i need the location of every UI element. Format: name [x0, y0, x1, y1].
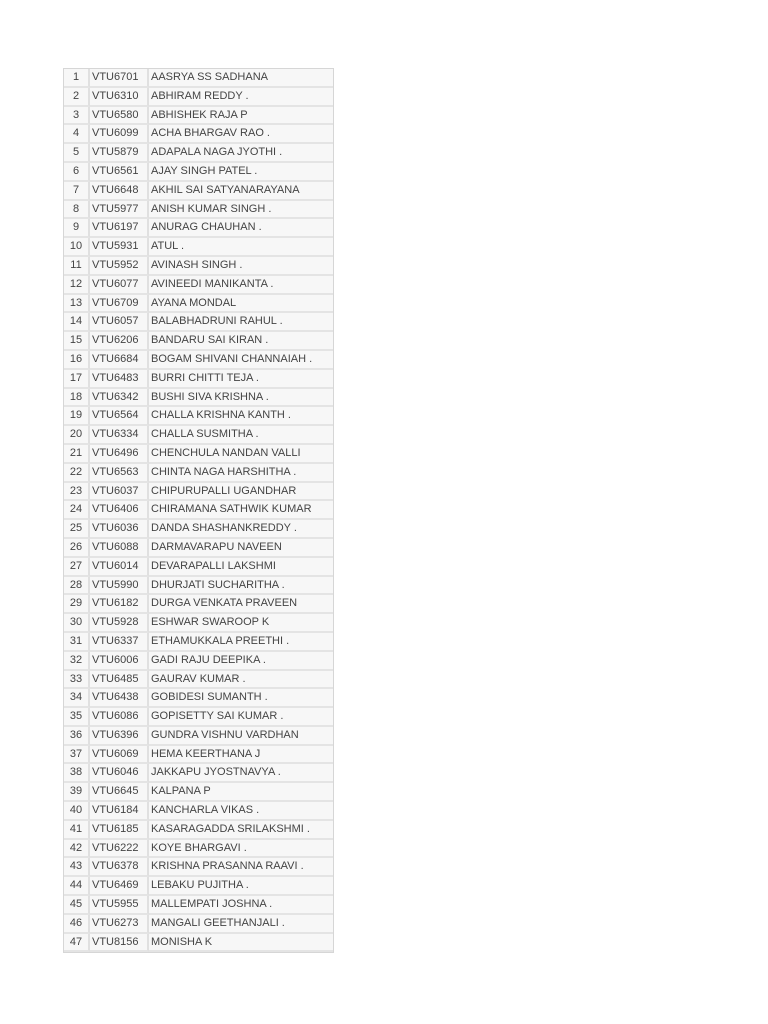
table-row — [64, 332, 333, 351]
student-id-cell: VTU6342 — [90, 389, 149, 408]
student-name-cell: KANCHARLA VIKAS . — [149, 802, 333, 821]
serial-number-cell: 22 — [64, 464, 90, 483]
table-row — [64, 558, 333, 577]
student-name-cell: LEBAKU PUJITHA . — [149, 877, 333, 896]
student-id-cell: VTU5879 — [90, 144, 149, 163]
table-row — [64, 671, 333, 690]
table-row — [64, 182, 333, 201]
student-id-cell: VTU6564 — [90, 407, 149, 426]
table-row — [64, 88, 333, 107]
student-name-cell: GAURAV KUMAR . — [149, 671, 333, 690]
student-name-cell: ANISH KUMAR SINGH . — [149, 201, 333, 220]
serial-number-cell: 13 — [64, 295, 90, 314]
serial-number-cell: 3 — [64, 107, 90, 126]
student-name-cell: ESHWAR SWAROOP K — [149, 614, 333, 633]
student-id-cell: VTU6580 — [90, 107, 149, 126]
student-id-cell: VTU6709 — [90, 295, 149, 314]
student-id-cell: VTU6182 — [90, 595, 149, 614]
table-row — [64, 896, 333, 915]
student-name-cell: CHINTA NAGA HARSHITHA . — [149, 464, 333, 483]
serial-number-cell: 32 — [64, 652, 90, 671]
student-name-cell: HEMA KEERTHANA J — [149, 746, 333, 765]
table-row — [64, 689, 333, 708]
student-name-cell: DARMAVARAPU NAVEEN — [149, 539, 333, 558]
serial-number-cell: 8 — [64, 201, 90, 220]
student-id-cell: VTU6185 — [90, 821, 149, 840]
student-name-cell: CHIRAMANA SATHWIK KUMAR — [149, 501, 333, 520]
table-row — [64, 858, 333, 877]
student-id-cell: VTU6496 — [90, 445, 149, 464]
student-id-cell: VTU5952 — [90, 257, 149, 276]
serial-number-cell: 5 — [64, 144, 90, 163]
student-name-cell: DHURJATI SUCHARITHA . — [149, 577, 333, 596]
student-id-cell: VTU6036 — [90, 520, 149, 539]
student-id-cell: VTU6337 — [90, 633, 149, 652]
serial-number-cell: 19 — [64, 407, 90, 426]
table-row — [64, 577, 333, 596]
student-name-cell: MONISHA K — [149, 934, 333, 953]
student-name-cell: AJAY SINGH PATEL . — [149, 163, 333, 182]
serial-number-cell: 12 — [64, 276, 90, 295]
serial-number-cell: 28 — [64, 577, 90, 596]
serial-number-cell: 47 — [64, 934, 90, 953]
student-name-cell: CHALLA KRISHNA KANTH . — [149, 407, 333, 426]
student-name-cell: KALPANA P — [149, 783, 333, 802]
student-roster-table — [63, 68, 334, 953]
serial-number-cell: 20 — [64, 426, 90, 445]
student-name-cell: DURGA VENKATA PRAVEEN — [149, 595, 333, 614]
serial-number-cell: 38 — [64, 764, 90, 783]
serial-number-cell: 36 — [64, 727, 90, 746]
student-id-cell: VTU6088 — [90, 539, 149, 558]
table-row — [64, 69, 333, 88]
student-id-cell: VTU6006 — [90, 652, 149, 671]
table-row — [64, 144, 333, 163]
table-row — [64, 652, 333, 671]
student-roster-body — [64, 69, 333, 952]
table-row — [64, 840, 333, 859]
serial-number-cell: 41 — [64, 821, 90, 840]
serial-number-cell: 2 — [64, 88, 90, 107]
student-id-cell: VTU6273 — [90, 915, 149, 934]
serial-number-cell: 37 — [64, 746, 90, 765]
student-name-cell: KASARAGADDA SRILAKSHMI . — [149, 821, 333, 840]
table-row — [64, 389, 333, 408]
serial-number-cell: 11 — [64, 257, 90, 276]
student-id-cell: VTU6561 — [90, 163, 149, 182]
student-id-cell: VTU6184 — [90, 802, 149, 821]
student-id-cell: VTU6406 — [90, 501, 149, 520]
student-name-cell: ATUL . — [149, 238, 333, 257]
table-row — [64, 520, 333, 539]
student-id-cell: VTU6648 — [90, 182, 149, 201]
serial-number-cell: 29 — [64, 595, 90, 614]
student-id-cell: VTU6069 — [90, 746, 149, 765]
table-row — [64, 426, 333, 445]
serial-number-cell: 45 — [64, 896, 90, 915]
table-row — [64, 764, 333, 783]
serial-number-cell: 9 — [64, 219, 90, 238]
student-id-cell: VTU6378 — [90, 858, 149, 877]
table-row — [64, 238, 333, 257]
student-name-cell: AVINASH SINGH . — [149, 257, 333, 276]
student-id-cell: VTU6222 — [90, 840, 149, 859]
student-name-cell: AVINEEDI MANIKANTA . — [149, 276, 333, 295]
table-row — [64, 276, 333, 295]
serial-number-cell: 46 — [64, 915, 90, 934]
student-id-cell: VTU5931 — [90, 238, 149, 257]
table-row — [64, 501, 333, 520]
table-row — [64, 351, 333, 370]
student-id-cell: VTU6310 — [90, 88, 149, 107]
serial-number-cell: 27 — [64, 558, 90, 577]
student-name-cell: DEVARAPALLI LAKSHMI — [149, 558, 333, 577]
table-row — [64, 163, 333, 182]
table-row — [64, 633, 333, 652]
table-row — [64, 445, 333, 464]
student-name-cell: GOBIDESI SUMANTH . — [149, 689, 333, 708]
table-row — [64, 219, 333, 238]
table-row — [64, 313, 333, 332]
student-id-cell: VTU6334 — [90, 426, 149, 445]
table-row — [64, 595, 333, 614]
student-id-cell: VTU5977 — [90, 201, 149, 220]
table-row — [64, 370, 333, 389]
table-row — [64, 783, 333, 802]
table-row — [64, 915, 333, 934]
student-name-cell: CHENCHULA NANDAN VALLI — [149, 445, 333, 464]
student-name-cell: JAKKAPU JYOSTNAVYA . — [149, 764, 333, 783]
table-row — [64, 727, 333, 746]
student-name-cell: BALABHADRUNI RAHUL . — [149, 313, 333, 332]
serial-number-cell: 6 — [64, 163, 90, 182]
serial-number-cell: 25 — [64, 520, 90, 539]
serial-number-cell: 31 — [64, 633, 90, 652]
student-name-cell: GADI RAJU DEEPIKA . — [149, 652, 333, 671]
serial-number-cell: 14 — [64, 313, 90, 332]
serial-number-cell: 7 — [64, 182, 90, 201]
student-id-cell: VTU6014 — [90, 558, 149, 577]
student-name-cell: ACHA BHARGAV RAO . — [149, 125, 333, 144]
serial-number-cell: 4 — [64, 125, 90, 144]
table-row — [64, 614, 333, 633]
table-row — [64, 934, 333, 953]
student-id-cell: VTU6099 — [90, 125, 149, 144]
table-row — [64, 295, 333, 314]
student-name-cell: BANDARU SAI KIRAN . — [149, 332, 333, 351]
table-row — [64, 483, 333, 502]
serial-number-cell: 18 — [64, 389, 90, 408]
student-id-cell: VTU6645 — [90, 783, 149, 802]
table-row — [64, 877, 333, 896]
serial-number-cell: 44 — [64, 877, 90, 896]
student-name-cell: ETHAMUKKALA PREETHI . — [149, 633, 333, 652]
serial-number-cell: 24 — [64, 501, 90, 520]
student-name-cell: BUSHI SIVA KRISHNA . — [149, 389, 333, 408]
serial-number-cell: 23 — [64, 483, 90, 502]
table-row — [64, 407, 333, 426]
student-name-cell: ABHIRAM REDDY . — [149, 88, 333, 107]
student-id-cell: VTU5928 — [90, 614, 149, 633]
student-name-cell: GUNDRA VISHNU VARDHAN — [149, 727, 333, 746]
student-id-cell: VTU6197 — [90, 219, 149, 238]
table-row — [64, 125, 333, 144]
serial-number-cell: 35 — [64, 708, 90, 727]
student-name-cell: ADAPALA NAGA JYOTHI . — [149, 144, 333, 163]
student-id-cell: VTU6057 — [90, 313, 149, 332]
serial-number-cell: 42 — [64, 840, 90, 859]
student-id-cell: VTU5990 — [90, 577, 149, 596]
student-name-cell: MALLEMPATI JOSHNA . — [149, 896, 333, 915]
student-id-cell: VTU6396 — [90, 727, 149, 746]
table-row — [64, 464, 333, 483]
student-id-cell: VTU6206 — [90, 332, 149, 351]
student-id-cell: VTU6469 — [90, 877, 149, 896]
serial-number-cell: 39 — [64, 783, 90, 802]
student-id-cell: VTU6563 — [90, 464, 149, 483]
student-id-cell: VTU6086 — [90, 708, 149, 727]
student-name-cell: MANGALI GEETHANJALI . — [149, 915, 333, 934]
table-row — [64, 821, 333, 840]
table-row — [64, 539, 333, 558]
table-row — [64, 201, 333, 220]
table-row — [64, 802, 333, 821]
serial-number-cell: 34 — [64, 689, 90, 708]
serial-number-cell: 1 — [64, 69, 90, 88]
student-name-cell: DANDA SHASHANKREDDY . — [149, 520, 333, 539]
serial-number-cell: 30 — [64, 614, 90, 633]
serial-number-cell: 40 — [64, 802, 90, 821]
student-name-cell: BURRI CHITTI TEJA . — [149, 370, 333, 389]
student-id-cell: VTU6485 — [90, 671, 149, 690]
student-name-cell: KOYE BHARGAVI . — [149, 840, 333, 859]
student-id-cell: VTU6701 — [90, 69, 149, 88]
student-name-cell: KRISHNA PRASANNA RAAVI . — [149, 858, 333, 877]
student-name-cell: AYANA MONDAL — [149, 295, 333, 314]
table-row — [64, 107, 333, 126]
serial-number-cell: 33 — [64, 671, 90, 690]
table-row — [64, 257, 333, 276]
serial-number-cell: 43 — [64, 858, 90, 877]
student-name-cell: CHIPURUPALLI UGANDHAR — [149, 483, 333, 502]
student-id-cell: VTU6684 — [90, 351, 149, 370]
student-id-cell: VTU8156 — [90, 934, 149, 953]
serial-number-cell: 26 — [64, 539, 90, 558]
table-row — [64, 708, 333, 727]
student-id-cell: VTU5955 — [90, 896, 149, 915]
student-name-cell: GOPISETTY SAI KUMAR . — [149, 708, 333, 727]
student-id-cell: VTU6046 — [90, 764, 149, 783]
student-name-cell: ABHISHEK RAJA P — [149, 107, 333, 126]
student-name-cell: CHALLA SUSMITHA . — [149, 426, 333, 445]
student-name-cell: ANURAG CHAUHAN . — [149, 219, 333, 238]
student-id-cell: VTU6483 — [90, 370, 149, 389]
serial-number-cell: 10 — [64, 238, 90, 257]
student-id-cell: VTU6077 — [90, 276, 149, 295]
student-name-cell: AKHIL SAI SATYANARAYANA — [149, 182, 333, 201]
student-id-cell: VTU6438 — [90, 689, 149, 708]
serial-number-cell: 16 — [64, 351, 90, 370]
serial-number-cell: 17 — [64, 370, 90, 389]
table-row — [64, 746, 333, 765]
serial-number-cell: 15 — [64, 332, 90, 351]
student-id-cell: VTU6037 — [90, 483, 149, 502]
student-name-cell: BOGAM SHIVANI CHANNAIAH . — [149, 351, 333, 370]
student-name-cell: AASRYA SS SADHANA — [149, 69, 333, 88]
serial-number-cell: 21 — [64, 445, 90, 464]
